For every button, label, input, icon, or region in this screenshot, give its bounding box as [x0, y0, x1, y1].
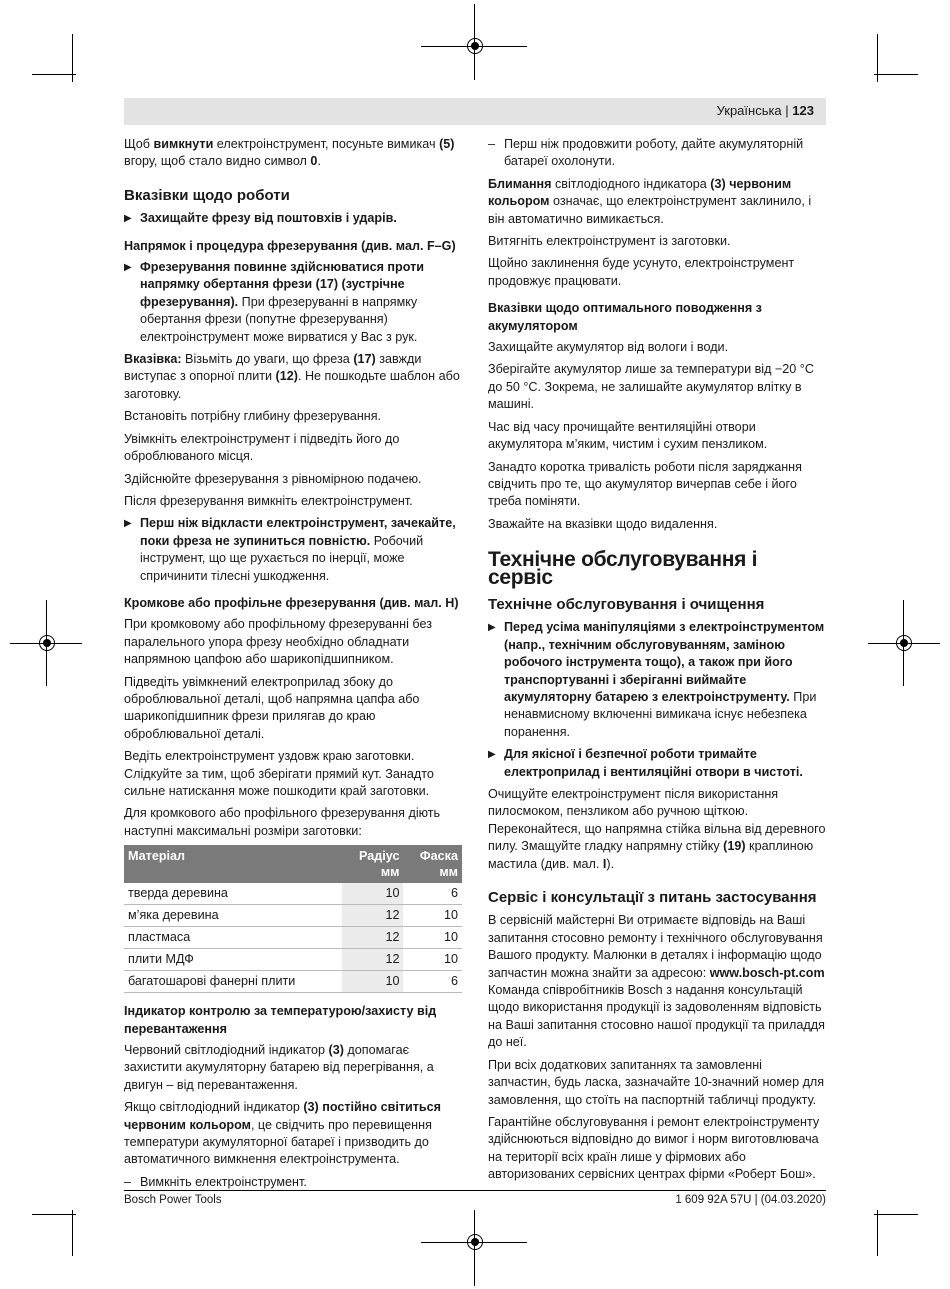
paragraph-battery-4: Занадто коротка тривалість роботи після заряджання свідчить про те, що акумулятор вичерпав себе і його треба поміняти.: [488, 459, 802, 509]
heading-work-instructions: Вказівки щодо роботи: [124, 186, 290, 204]
paragraph-battery-5: Зважайте на вказівки щодо видалення.: [488, 516, 718, 531]
col-radius: Радіус мм: [342, 845, 403, 883]
page-number: 123: [792, 103, 814, 118]
dash-item-cool-down: – Перш ніж продовжити роботу, дайте акумуляторній батареї охолонути.: [488, 136, 826, 171]
paragraph-battery-3: Час від часу прочищайте вентиляційні отвори акумулятора м’яким, чистим і сухим пензликом.: [488, 419, 768, 452]
paragraph-edge-3: Ведіть електроінструмент уздовж краю заготовки. Слідкуйте за тим, щоб зберігати прямий кут. Занадто сильне натискання може пошкодити край заготовки.: [124, 749, 434, 798]
col-chamfer: Фаска мм: [403, 845, 462, 883]
heading-maintenance-service: Технічне обслуговування і сервіс: [488, 548, 758, 589]
header-text: [717, 103, 814, 118]
paragraph-indicator-2: Якщо світлодіодний індикатор (3) постійно світиться червоним кольором, це свідчить про перевищення температури акумуляторної батареї і призводить до автоматичного вимкнення електроінструмента.: [124, 1100, 442, 1167]
crop-mark: [874, 1214, 918, 1215]
paragraph-switch-on: Увімкніть електроінструмент і підведіть його до оброблюваного місця.: [124, 431, 400, 464]
paragraph-pull-out: Витягніть електроінструмент із заготовки.: [488, 234, 731, 249]
registration-mark-icon: [467, 1234, 483, 1250]
footer-right: 1 609 92A 57U | (04.03.2020): [675, 1194, 826, 1206]
registration-mark-icon: [896, 635, 912, 651]
header-separator: |: [785, 103, 793, 118]
paragraph-cleaning: Очищуйте електроінструмент після використання пилосмоком, пензликом або ручною щіткою. Переконайтеся, що напрямна стійка вільна від деревного пилу. Змащуйте гладку напрямну стійку (19) краплиною мастила (див. мал. I).: [488, 787, 826, 871]
heading-maintenance-cleaning: Технічне обслуговування і очищення: [488, 595, 765, 613]
footer-left: Bosch Power Tools: [124, 1194, 222, 1206]
bullet-wait-stop: ▶ Перш ніж відкласти електроінструмент, зачекайте, поки фреза не зупиниться повністю. Робочий інструмент, що ще рухається по інерції, може спричинити тілесні ушкодження.: [124, 515, 462, 585]
heading-service-consulting: Сервіс і консультації з питань застосування: [488, 889, 817, 907]
paragraph-edge-1: При кромковому або профільному фрезеруванні без паралельного упора фрезу необхідно обладнати напрямною цапфою або шарикопідшипником.: [124, 617, 432, 667]
heading-battery: Вказівки щодо оптимального поводження з акумулятором: [488, 301, 762, 333]
paragraph-note: Вказівка: Візьміть до уваги, що фреза (17) завжди виступає з опорної плити (12). Не пошкодьте шаблон або заготовку.: [124, 352, 460, 401]
crop-mark: [874, 74, 918, 75]
page-footer: [124, 1190, 826, 1206]
col-material: Матеріал: [124, 845, 342, 883]
paragraph-indicator-1: Червоний світлодіодний індикатор (3) допомагає захистити акумуляторну батарею від перегрівання, а двигун – від перевантаження.: [124, 1043, 434, 1092]
heading-direction: Напрямок і процедура фрезерування (див. мал. F–G): [124, 238, 456, 253]
table-row: плити МДФ 12 10: [124, 949, 462, 971]
workpiece-size-table: [124, 845, 462, 993]
paragraph-feed: Здійснюйте фрезерування з рівномірною подачею.: [124, 471, 422, 486]
dash-item-switch-off: – Вимкніть електроінструмент.: [124, 1174, 462, 1191]
paragraph-service-1: В сервісній майстерні Ви отримаєте відповідь на Ваші запитання стосовно ремонту і технічного обслуговування Вашого продукту. Малюнки в деталях і інформацію щодо запчастин можна знайти за адресою: www.bosch-pt.com Команда співробітників Bosch з надання консультацій щодо використання продукції із задоволенням відповість на Ваші запитання стосовно нашої продукції та приладдя до неї.: [488, 913, 825, 1050]
bullet-keep-clean: ▶ Для якісної і безпечної роботи тримайте електроприлад і вентиляційні отвори в чистоті.: [488, 746, 826, 781]
crop-mark: [877, 1210, 878, 1256]
paragraph-service-3: Гарантійне обслуговування і ремонт електроінструменту здійснюються відповідно до вимог і норм виготовлювача на території всіх країн лише у фірмових або авторизованих сервісних центрах фірми «Роберт Бош».: [488, 1114, 820, 1182]
registration-mark-icon: [39, 635, 55, 651]
paragraph-blinking: Блимання світлодіодного індикатора (3) червоним кольором означає, що електроінструмент заклинило, і він автоматично вимикається.: [488, 176, 812, 226]
left-column: [124, 136, 462, 1196]
paragraph-switch-off: Щоб вимкнути електроінструмент, посуньте вимикач (5) вгору, щоб стало видно символ 0.: [124, 137, 455, 169]
heading-edge-milling: Кромкове або профільне фрезерування (див. мал. H): [124, 595, 459, 610]
table-row: тверда деревина 10 6: [124, 883, 462, 905]
bullet-direction: ▶ Фрезерування повинне здійснюватися проти напрямку обертання фрези (17) (зустрічне фрезерування). При фрезеруванні в напрямку обертання фрези (попутне фрезерування) електроінструмент може вирватися у Вас з рук.: [124, 259, 462, 346]
table-header-row: [124, 845, 462, 883]
header-language: Українська: [716, 103, 782, 118]
paragraph-jam-cleared: Щойно заклинення буде усунуто, електроінструмент продовжує працювати.: [488, 256, 795, 288]
registration-mark-icon: [467, 38, 483, 54]
bullet-remove-battery: ▶ Перед усіма маніпуляціями з електроінструментом (напр., технічним обслуговуванням, заміною робочого інструмента тощо), а також при його транспортуванні і зберіганні виймайте акумуляторну батарею з електроінструменту. При ненавмисному включенні вимикача існує небезпека поранення.: [488, 619, 826, 741]
crop-mark: [32, 1214, 76, 1215]
bullet-protect-cutter: ▶ Захищайте фрезу від поштовхів і ударів.: [124, 210, 462, 227]
right-column: [488, 136, 826, 1189]
paragraph-battery-2: Зберігайте акумулятор лише за температури від −20 °C до 50 °C. Зокрема, не залишайте акумулятор влітку в машині.: [488, 362, 814, 412]
paragraph-service-2: При всіх додаткових запитаннях та замовленні запчастин, будь ласка, зазначайте 10-значний номер для замовлення, що стоїть на паспортній табличці продукту.: [488, 1057, 825, 1107]
table-row: м’яка деревина 12 10: [124, 905, 462, 927]
paragraph-edge-2: Підведіть увімкнений електроприлад збоку до оброблювальної деталі, щоб напрямна цапфа або шарикопідшипник фрези прилягав до краю оброблювальної деталі.: [124, 674, 420, 741]
table-row: багатошарові фанерні плити 10 6: [124, 971, 462, 993]
heading-indicator: Індикатор контролю за температурою/захисту від перевантаження: [124, 1004, 437, 1036]
page-header: [124, 98, 826, 125]
paragraph-edge-4: Для кромкового або профільного фрезерування діють наступні максимальні розміри заготовки:: [124, 806, 441, 838]
service-url-link[interactable]: www.bosch-pt.com: [709, 965, 825, 980]
crop-mark: [32, 74, 76, 75]
table-row: пластмаса 12 10: [124, 927, 462, 949]
paragraph-depth: Встановіть потрібну глибину фрезерування.: [124, 409, 382, 424]
paragraph-after: Після фрезерування вимкніть електроінструмент.: [124, 493, 413, 508]
paragraph-battery-1: Захищайте акумулятор від вологи і води.: [488, 340, 729, 355]
crop-mark: [72, 1210, 73, 1256]
